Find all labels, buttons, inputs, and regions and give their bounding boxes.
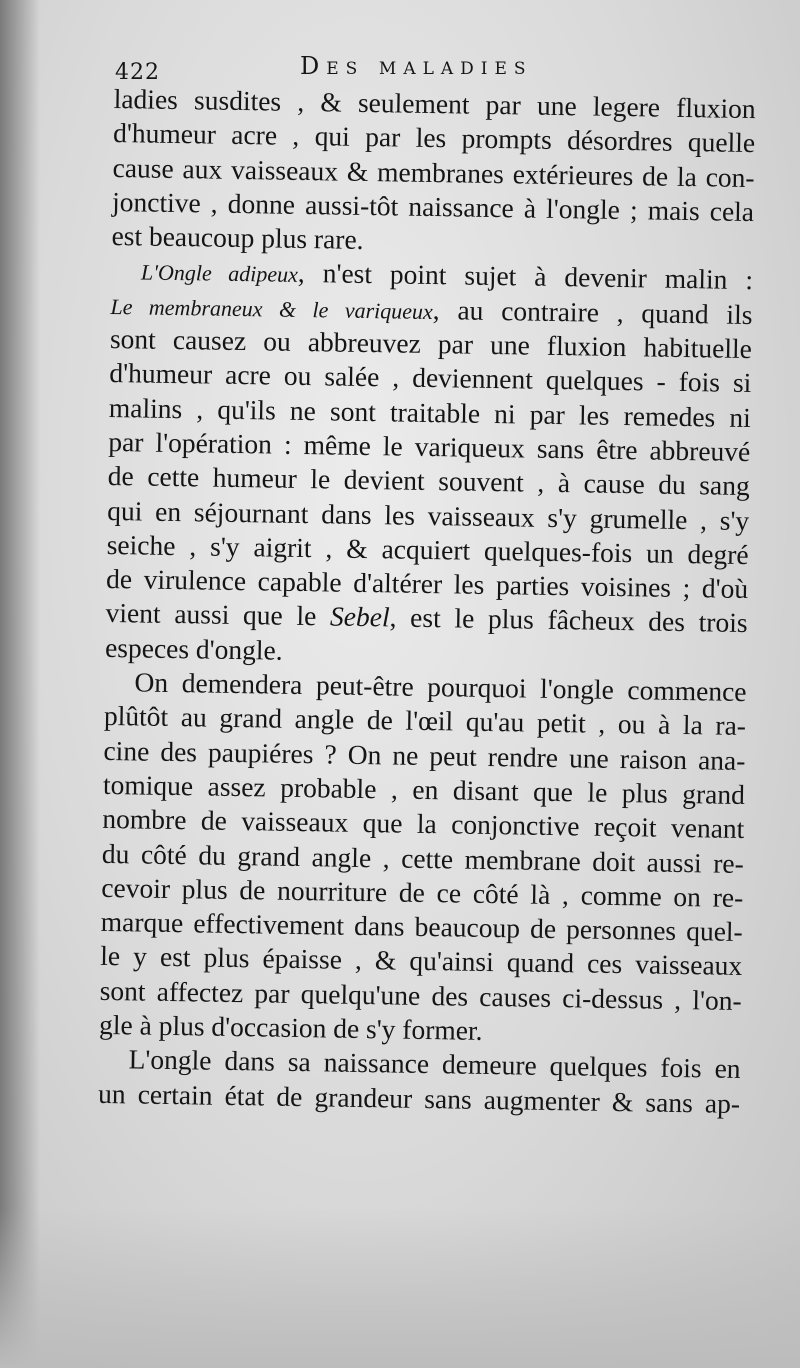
text-line: L'ongle dans sa naissance demeure quelques fois en [128,1043,741,1085]
italic-term: Le membraneux & le variqueux [110,293,433,324]
text-line: sont affectez par quelqu'une des causes ci-dessus , l'on- [99,974,742,1016]
text-line: d'humeur acre , qui par les prompts désordres quelle [112,117,756,159]
text-line: jonctive , donne aussi-tôt naissance à l'ongle ; mais cela [111,185,755,227]
text-line: est beaucoup plus rare. [111,220,364,256]
text-line: gle à plus d'occasion de s'y former. [98,1008,483,1046]
text-line: plûtôt au grand angle de l'œil qu'au petit , ou à la ra- [103,700,747,742]
body-text [98,82,756,1121]
text-line: cevoir plus de nourriture de ce côté là , comme on re- [101,871,744,913]
running-head: Des maladies [300,52,533,80]
text-line: cine des paupiéres ? On ne peut rendre une raison ana- [103,734,746,776]
text-line: marque effectivement dans beaucoup de personnes quel- [100,906,743,948]
text-line: L'Ongle adipeux, n'est point sujet à devenir malin : [140,257,754,296]
text-line: de cette humeur le devient souvent , à cause du sang [107,460,750,502]
text-line: d'humeur acre ou salée , deviennent quelques - fois si [109,357,752,399]
text-line: vient aussi que le Sebel, est le plus fâcheux des trois [105,597,748,639]
text-line: sont causez ou abbreuvez par une fluxion habituelle [109,323,753,365]
text-line: le y est plus épaisse , & qu'ainsi quand ces vaisseaux [100,940,743,982]
text-line: especes d'ongle. [104,631,283,666]
text-line: Le membraneux & le variqueux, au contraire , quand ils [110,293,753,330]
italic-term: Sebel [329,600,390,633]
text-line: de virulence capable d'altérer les parties voisines ; d'où [105,563,749,605]
text-line: un certain état de grandeur sans augmenter & sans ap- [97,1077,741,1119]
text-line: cause aux vaisseaux & membranes extérieures de la con- [112,151,755,193]
text-line: On demendera peut-être pourquoi l'ongle commence [134,666,747,708]
text-line: tomique assez probable , en disant que le plus grand [102,768,746,810]
text-line: qui en séjournant dans les vaisseaux s'y grumelle , s'y [107,494,750,536]
text-line: ladies susdites , & seulement par une legere fluxion [113,82,756,125]
text-line: par l'opération : même le variqueux sans être abbreuvé [108,425,751,468]
text-line: malins , qu'ils ne sont traitable ni par les remedes ni [108,391,752,433]
text-line: seiche , s'y aigrit , & acquiert quelques-fois un degré [106,528,749,570]
text-line: nombre de vaisseaux que la conjonctive reçoit venant [102,803,745,845]
text-line: du côté du grand angle , cette membrane doit aussi re- [101,837,745,879]
italic-term: L'Ongle adipeux [140,259,299,288]
page-number: 422 [115,60,160,85]
